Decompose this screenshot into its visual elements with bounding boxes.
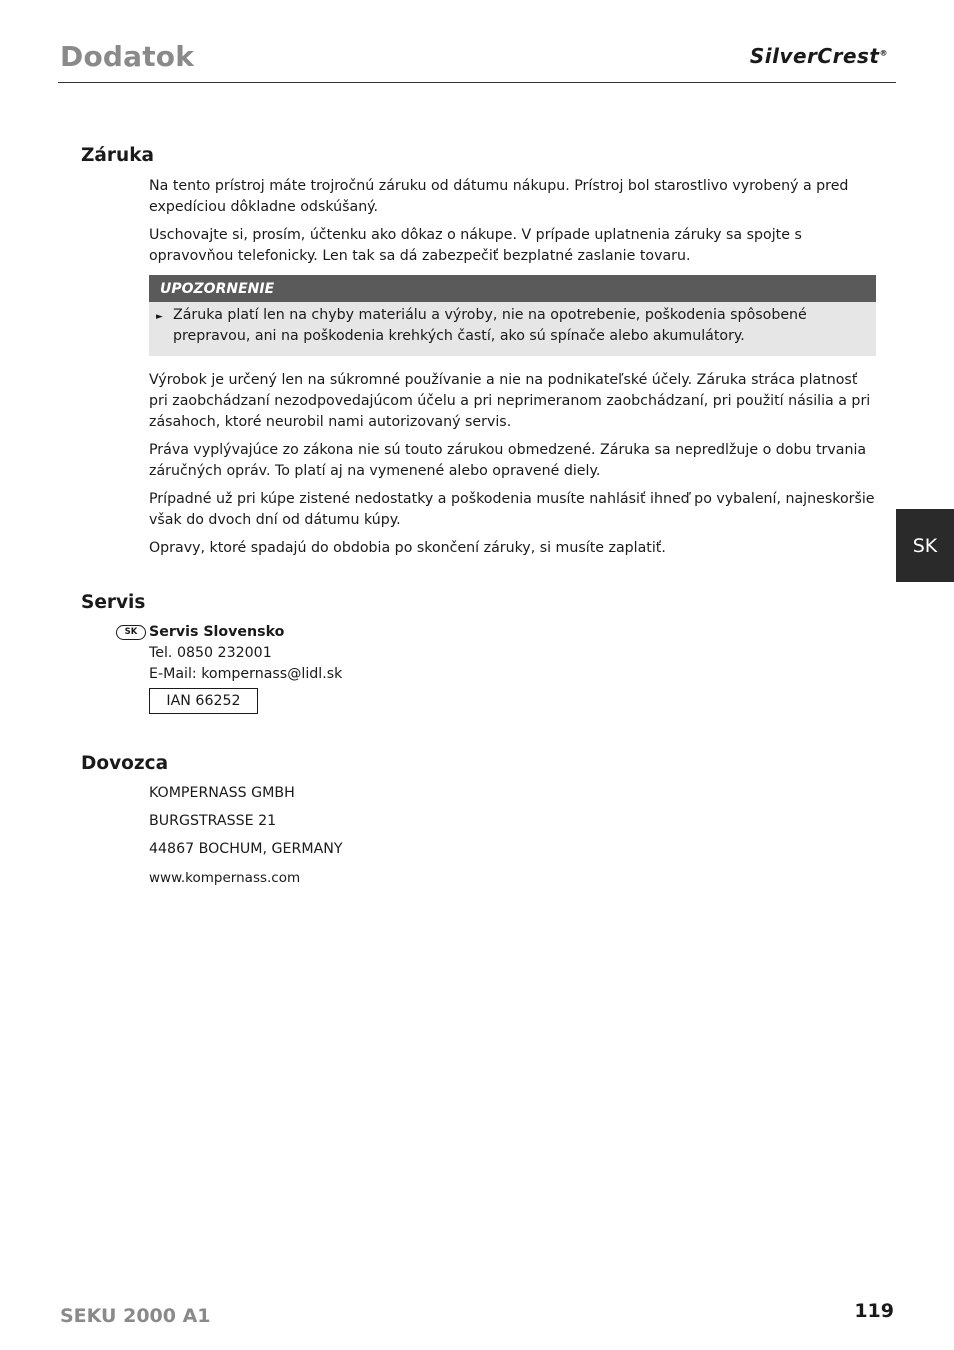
warranty-intro <box>149 176 876 267</box>
header-divider <box>58 82 896 83</box>
warranty-heading: Záruka <box>81 145 154 166</box>
brand-logo <box>750 44 888 68</box>
page-number: 119 <box>854 1300 894 1322</box>
warranty-paragraph-5: Prípadné už pri kúpe zistené nedostatky a poškodenia musíte nahlásiť ihneď po vybalení, najneskoršie však do dvoch dní od dátumu kúpy. <box>149 491 875 528</box>
service-name: Servis Slovensko <box>149 624 285 640</box>
warranty-paragraph-4: Práva vyplývajúce zo zákona nie sú touto zárukou obmedzené. Záruka sa nepredlžuje o dobu trvania záručných opráv. To platí aj na vymenené alebo opravené diely. <box>149 442 867 479</box>
importer-street: BURGSTRASSE 21 <box>149 813 277 829</box>
page-title: Dodatok <box>60 40 195 73</box>
warranty-paragraph-2: Uschovajte si, prosím, účtenku ako dôkaz o nákupe. V prípade uplatnenia záruky sa spojte s opravovňou telefonicky. Len tak sa dá zabezpečiť bezplatné zaslanie tovaru. <box>149 227 802 264</box>
warning-note <box>149 275 876 356</box>
warning-note-label: UPOZORNENIE <box>149 275 876 302</box>
service-email: E-Mail: kompernass@lidl.sk <box>149 666 343 682</box>
registered-mark: ® <box>879 48 888 58</box>
warranty-paragraph-3: Výrobok je určený len na súkromné používanie a nie na podnikateľské účely. Záruka stráca platnosť pri zaobchádzaní nezodpovedajúcom účelu a pri neprimeranom zaobchádzaní, pri použití násilia a pri zásahoch, ktoré neurobil nami autorizovaný servis. <box>149 372 871 430</box>
warning-note-body <box>149 302 876 347</box>
service-heading: Servis <box>81 592 146 613</box>
bullet-arrow-icon: ► <box>156 312 163 322</box>
importer-website-link[interactable]: www.kompernass.com <box>149 870 301 886</box>
importer-city: 44867 BOCHUM, GERMANY <box>149 841 343 857</box>
ian-box: IAN 66252 <box>149 688 258 714</box>
importer-company: KOMPERNASS GMBH <box>149 785 295 801</box>
warning-note-text: Záruka platí len na chyby materiálu a výroby, nie na opotrebenie, poškodenia spôsobené prepravou, ani na poškodenia krehkých častí, ako sú spínače alebo akumulátory. <box>173 307 807 344</box>
country-badge-icon: SK <box>116 625 146 640</box>
footer-model: SEKU 2000 A1 <box>60 1305 211 1327</box>
warranty-details <box>149 370 876 559</box>
service-phone: Tel. 0850 232001 <box>149 645 272 661</box>
language-tab: SK <box>896 509 954 582</box>
warranty-paragraph-6: Opravy, ktoré spadajú do obdobia po skončení záruky, si musíte zaplatiť. <box>149 540 666 556</box>
brand-name: SilverCrest <box>749 44 880 68</box>
warranty-paragraph-1: Na tento prístroj máte trojročnú záruku od dátumu nákupu. Prístroj bol starostlivo vyrobený a pred expedíciou dôkladne odskúšaný. <box>149 178 849 215</box>
importer-heading: Dovozca <box>81 753 169 774</box>
